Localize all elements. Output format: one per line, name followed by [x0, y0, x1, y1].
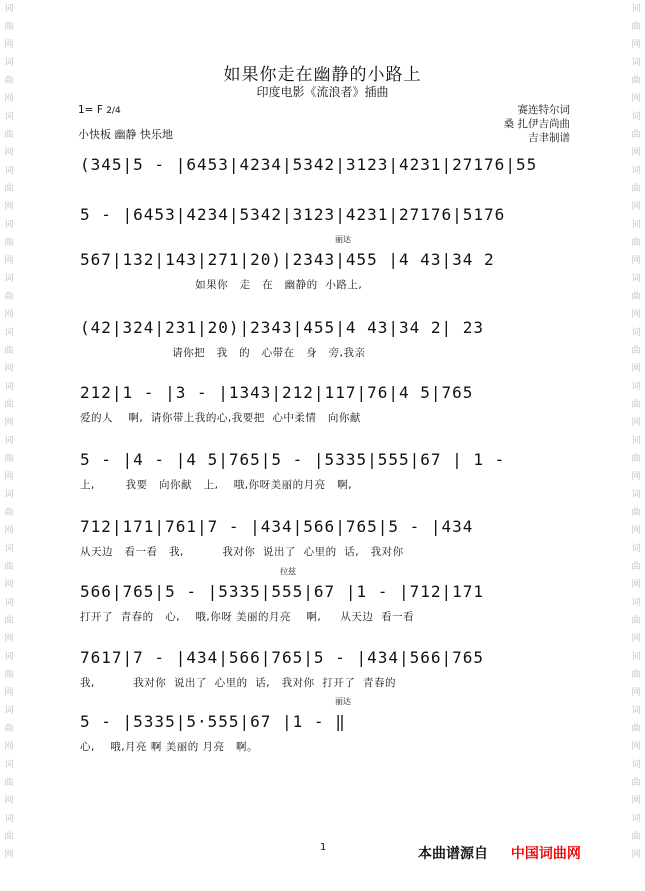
- watermark-char: 网: [631, 796, 641, 806]
- lyrics: 打开了 青春的 心, 哦,你呀 美丽的月亮 啊, 从天边 看一看: [80, 611, 415, 623]
- composer: 桑 扎伊吉尚曲: [503, 118, 570, 130]
- watermark-char: 网: [4, 94, 14, 104]
- watermark-char: 网: [4, 418, 14, 428]
- watermark-char: 网: [4, 148, 14, 158]
- watermark-char: 词: [4, 112, 14, 122]
- watermark-char: 曲: [4, 130, 14, 140]
- watermark-char: 曲: [631, 454, 641, 464]
- watermark-char: 网: [631, 364, 641, 374]
- watermark-char: 词: [631, 652, 641, 662]
- watermark-char: 网: [4, 310, 14, 320]
- lyrics: 心, 哦,月亮 啊 美丽的 月亮 啊。: [80, 741, 259, 753]
- watermark-char: 曲: [631, 400, 641, 410]
- watermark-char: 曲: [631, 778, 641, 788]
- watermark-char: 词: [4, 58, 14, 68]
- watermark-char: 网: [631, 742, 641, 752]
- tempo-marking: 小快板 幽静 快乐地: [78, 128, 173, 141]
- watermark-char: 曲: [4, 184, 14, 194]
- watermark-char: 网: [4, 202, 14, 212]
- watermark-char: 网: [4, 688, 14, 698]
- watermark-char: 曲: [4, 454, 14, 464]
- watermark-char: 网: [4, 742, 14, 752]
- watermark-char: 网: [4, 40, 14, 50]
- key: 1= F: [78, 104, 103, 116]
- watermark-char: 曲: [631, 292, 641, 302]
- watermark-char: 词: [4, 598, 14, 608]
- watermark-char: 网: [631, 94, 641, 104]
- watermark-char: 曲: [4, 832, 14, 842]
- notation: 567|132|143|271|20)|2343|455 |4 43|34 2: [80, 250, 495, 269]
- watermark-char: 曲: [4, 670, 14, 680]
- watermark-char: 词: [4, 382, 14, 392]
- watermark-char: 词: [631, 436, 641, 446]
- lyrics: 上, 我要 向你献 上, 哦,你呀美丽的月亮 啊,: [80, 479, 352, 491]
- watermark-char: 词: [4, 274, 14, 284]
- watermark-char: 词: [631, 112, 641, 122]
- watermark-char: 网: [631, 850, 641, 860]
- watermark-char: 词: [631, 382, 641, 392]
- watermark-char: 网: [4, 256, 14, 266]
- watermark-char: 曲: [631, 508, 641, 518]
- lyrics: 从天边 看一看 我, 我对你 说出了 心里的 话, 我对你: [80, 546, 404, 558]
- watermark-char: 网: [631, 310, 641, 320]
- section-annotation: 拉兹: [280, 567, 296, 576]
- watermark-char: 网: [631, 40, 641, 50]
- watermark-char: 网: [4, 580, 14, 590]
- watermark-char: 词: [631, 760, 641, 770]
- watermark-char: 曲: [4, 292, 14, 302]
- watermark-char: 网: [4, 526, 14, 536]
- watermark-char: 曲: [631, 832, 641, 842]
- lyrics: 如果你 走 在 幽静的 小路上,: [80, 279, 363, 291]
- watermark-char: 词: [4, 4, 14, 14]
- watermark-char: 曲: [4, 400, 14, 410]
- watermark-char: 网: [631, 472, 641, 482]
- watermark-char: 曲: [4, 616, 14, 626]
- watermark-char: 词: [4, 760, 14, 770]
- watermark-char: 曲: [631, 76, 641, 86]
- watermark-char: 曲: [631, 130, 641, 140]
- watermark-char: 曲: [4, 76, 14, 86]
- watermark-char: 网: [631, 148, 641, 158]
- lyrics: 请你把 我 的 心带在 身 旁,我亲: [80, 347, 366, 359]
- watermark-char: 词: [4, 436, 14, 446]
- key-signature: [78, 103, 121, 118]
- watermark-char: 曲: [4, 238, 14, 248]
- watermark-char: 词: [4, 490, 14, 500]
- section-annotation: 丽达: [335, 697, 351, 706]
- song-title: 如果你走在幽静的小路上: [223, 65, 422, 85]
- notation: (345|5 - |6453|4234|5342|3123|4231|27176|55: [80, 155, 538, 174]
- watermark-char: 网: [631, 580, 641, 590]
- watermark-char: 曲: [4, 778, 14, 788]
- watermark-char: 词: [631, 706, 641, 716]
- watermark-char: 词: [631, 220, 641, 230]
- watermark-char: 词: [4, 652, 14, 662]
- watermark-char: 词: [631, 598, 641, 608]
- watermark-char: 曲: [631, 724, 641, 734]
- watermark-char: 曲: [4, 724, 14, 734]
- watermark-char: 词: [4, 706, 14, 716]
- watermark-char: 曲: [4, 508, 14, 518]
- watermark-char: 网: [4, 850, 14, 860]
- watermark-char: 词: [4, 166, 14, 176]
- watermark-char: 网: [631, 634, 641, 644]
- watermark-char: 曲: [4, 346, 14, 356]
- arranger: 吉聿制谱: [528, 132, 570, 144]
- watermark-char: 网: [631, 202, 641, 212]
- source-footer: [418, 843, 581, 863]
- watermark-char: 词: [631, 328, 641, 338]
- watermark-char: 网: [4, 472, 14, 482]
- watermark-char: 曲: [631, 670, 641, 680]
- source-label: 本曲谱源自: [418, 846, 488, 862]
- notation: 5 - |4 - |4 5|765|5 - |5335|555|67 | 1 -: [80, 450, 516, 469]
- watermark-char: 网: [631, 688, 641, 698]
- watermark-char: 词: [631, 58, 641, 68]
- watermark-char: 曲: [4, 562, 14, 572]
- time-signature: 2/4: [106, 106, 121, 116]
- notation: 7617|7 - |434|566|765|5 - |434|566|765: [80, 648, 485, 667]
- notation: 566|765|5 - |5335|555|67 |1 - |712|171: [80, 582, 485, 601]
- watermark-right: [629, 0, 643, 864]
- watermark-char: 词: [631, 544, 641, 554]
- watermark-char: 曲: [631, 616, 641, 626]
- credits: [500, 103, 570, 145]
- watermark-char: 网: [631, 526, 641, 536]
- notation: 5 - |6453|4234|5342|3123|4231|27176|5176: [80, 205, 506, 224]
- notation: 5 - |5335|5·555|67 |1 - ‖: [80, 712, 346, 731]
- lyrics: 爱的人 啊, 请你带上我的心,我要把 心中柔情 向你献: [80, 412, 361, 424]
- notation: (42|324|231|20)|2343|455|4 43|34 2| 23: [80, 318, 485, 337]
- watermark-char: 网: [4, 796, 14, 806]
- watermark-char: 曲: [631, 238, 641, 248]
- watermark-char: 词: [631, 274, 641, 284]
- notation: 712|171|761|7 - |434|566|765|5 - |434: [80, 517, 474, 536]
- watermark-char: 词: [631, 814, 641, 824]
- watermark-char: 网: [631, 256, 641, 266]
- watermark-char: 网: [4, 364, 14, 374]
- section-annotation: 丽达: [335, 235, 351, 244]
- watermark-char: 词: [4, 814, 14, 824]
- watermark-char: 词: [631, 4, 641, 14]
- watermark-left: [2, 0, 16, 864]
- watermark-char: 网: [4, 634, 14, 644]
- notation: 212|1 - |3 - |1343|212|117|76|4 5|765: [80, 383, 474, 402]
- watermark-char: 词: [4, 544, 14, 554]
- source-site: 中国词曲网: [510, 846, 581, 862]
- watermark-char: 词: [631, 490, 641, 500]
- watermark-char: 曲: [631, 22, 641, 32]
- watermark-char: 词: [631, 166, 641, 176]
- watermark-char: 曲: [631, 346, 641, 356]
- watermark-char: 词: [4, 328, 14, 338]
- watermark-char: 词: [4, 220, 14, 230]
- lyrics: 我, 我对你 说出了 心里的 话, 我对你 打开了 青春的: [80, 677, 396, 689]
- lyricist: 赛连特尔词: [517, 104, 570, 116]
- watermark-char: 曲: [631, 184, 641, 194]
- song-subtitle: 印度电影《流浪者》插曲: [256, 85, 389, 99]
- watermark-char: 曲: [631, 562, 641, 572]
- page-number: 1: [320, 842, 327, 853]
- watermark-char: 曲: [4, 22, 14, 32]
- watermark-char: 网: [631, 418, 641, 428]
